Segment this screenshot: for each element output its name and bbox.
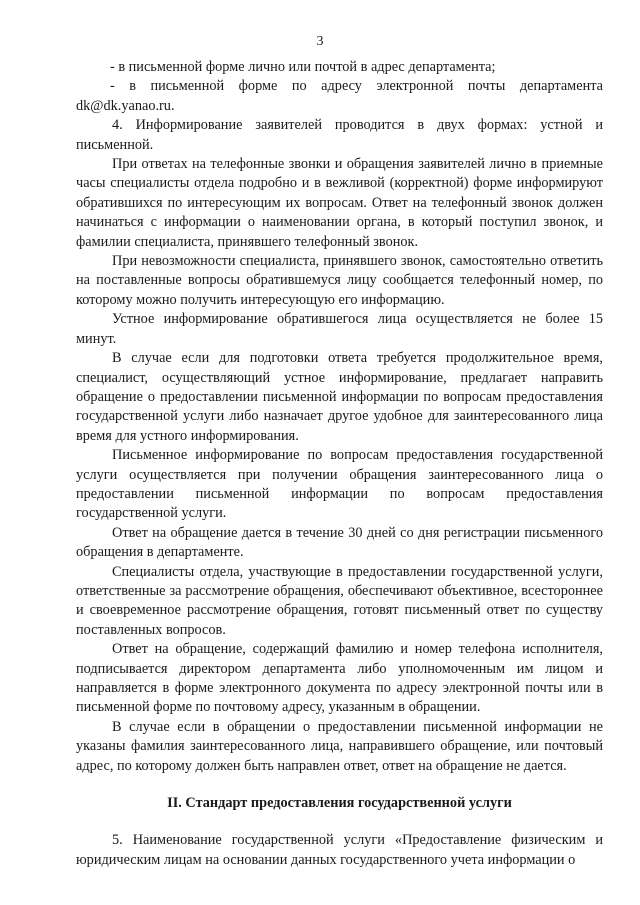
paragraph-phone-answers: При ответах на телефонные звонки и обращения заявителей лично в приемные часы специалисты отдела подробно и в вежливой (корректной) форме информируют обратившихся по интересующим их вопросам. Ответ на телефонный звонок должен начинаться с информации о наименовании органа, в который поступил звонок, и фамилии специалиста, принявшего телефонный звонок. bbox=[76, 156, 603, 250]
paragraph-no-answer: В случае если в обращении о предоставлении письменной информации не указаны фамилия заинтересованного лица, направившего обращение, или почтовый адрес, по которому должен быть направлен ответ, ответ на обращение не дается. bbox=[76, 718, 603, 774]
paragraph-item-4: 4. Информирование заявителей проводится в двух формах: устной и письменной. bbox=[76, 117, 603, 153]
paragraph-specialists: Специалисты отдела, участвующие в предоставлении государственной услуги, ответственные за рассмотрение обращения, обеспечивают объективное, всестороннее и своевременное рассмотрение обращения, готовят письменный ответ по существу поставленных вопросов. bbox=[76, 563, 603, 638]
paragraph-answer-deadline: Ответ на обращение дается в течение 30 дней со дня регистрации письменного обращения в департаменте. bbox=[76, 524, 603, 561]
paragraph-item-5: 5. Наименование государственной услуги «Предоставление физическим и юридическим лицам на основании данных государственного учета информации о bbox=[76, 832, 603, 868]
paragraph-long-preparation: В случае если для подготовки ответа требуется продолжительное время, специалист, осуществляющий устное информирование, предлагает направить обращение о предоставлении письменной информации по вопросам предоставления государственной услуги либо назначает другое удобное для заинтересованного лица время для устного информирования. bbox=[76, 350, 603, 444]
section-heading: II. Стандарт предоставления государственной услуги bbox=[167, 795, 512, 812]
paragraph-impossibility: При невозможности специалиста, принявшего звонок, самостоятельно ответить на поставленные вопросы обратившемуся лицу сообщается телефонный номер, по которому можно получить интересующую его информацию. bbox=[76, 253, 603, 308]
paragraph-written-form-mail: - в письменной форме лично или почтой в адрес департамента; bbox=[110, 59, 496, 75]
document-body bbox=[76, 58, 603, 870]
paragraph-oral-duration: Устное информирование обратившегося лица осуществляется не более 15 минут. bbox=[76, 311, 603, 347]
paragraph-answer-signing: Ответ на обращение, содержащий фамилию и номер телефона исполнителя, подписывается директором департамента либо уполномоченным им лицом и направляется в форме электронного документа по адресу электронной почты или в письменной форме по почтовому адресу, указанным в обращении. bbox=[76, 641, 603, 716]
paragraph-email-form: - в письменной форме по адресу электронной почты департамента dk@dk.yanao.ru. bbox=[76, 78, 603, 114]
paragraph-written-informing: Письменное информирование по вопросам предоставления государственной услуги осуществляется при получении обращения заинтересованного лица о предоставлении письменной информации по вопросам предоставления государственной услуги. bbox=[76, 447, 603, 522]
page-number: 3 bbox=[316, 34, 324, 49]
